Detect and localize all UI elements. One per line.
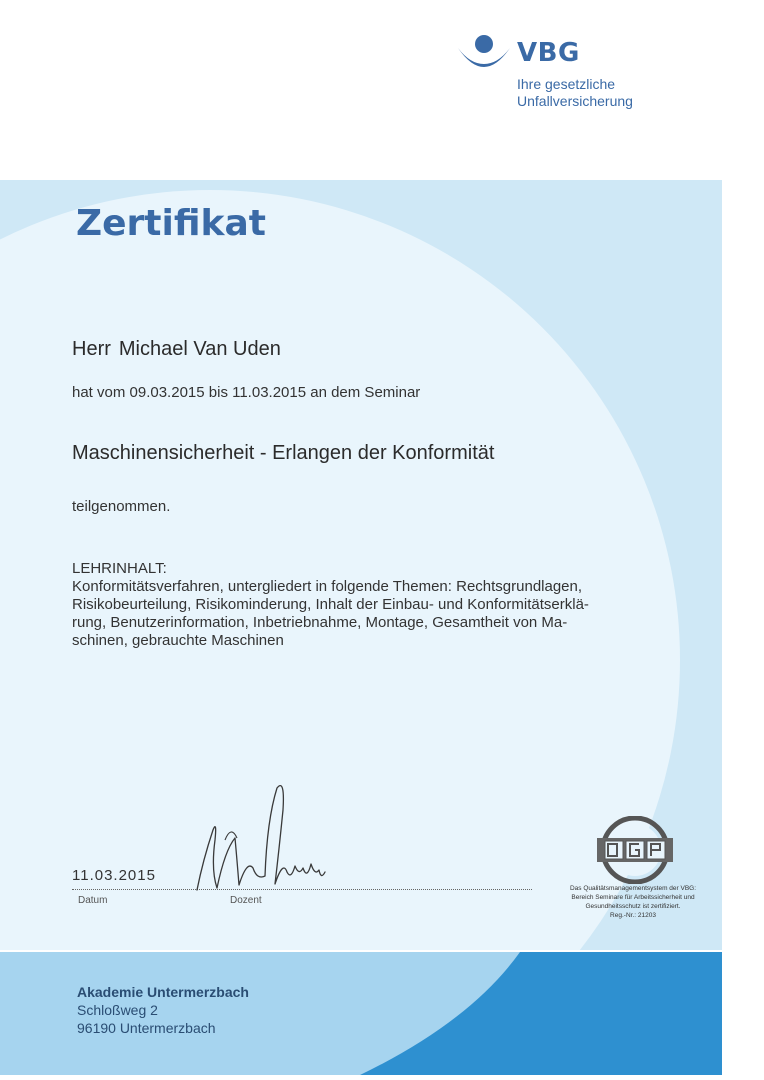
seal-caption-line: Bereich Seminare für Arbeitssicherheit und	[571, 894, 695, 901]
seal-caption-line: Gesundheitsschutz ist zertifiziert.	[585, 903, 681, 910]
seminar-period: hat vom 09.03.2015 bis 11.03.2015 an dem Seminar	[72, 384, 421, 401]
content-line: schinen, gebrauchte Maschinen	[72, 632, 284, 649]
salutation: Herr	[72, 338, 111, 360]
footer-street: Schloßweg 2	[77, 1002, 158, 1018]
logo-tagline	[517, 76, 633, 110]
date-label: Datum	[78, 895, 108, 906]
lecturer-label: Dozent	[230, 895, 262, 906]
footer	[0, 952, 722, 1075]
content-line: rung, Benutzerinformation, Inbetriebnahme, Montage, Gesamtheit von Ma-	[72, 614, 568, 631]
seal-caption	[558, 884, 708, 920]
footer-city: 96190 Untermerzbach	[77, 1020, 216, 1036]
content-line: Konformitätsverfahren, untergliedert in folgende Themen: Rechtsgrundlagen,	[72, 578, 583, 595]
logo-name: VBG	[517, 38, 580, 68]
content-heading: LEHRINHALT:	[72, 560, 167, 577]
participant-name: Michael Van Uden	[118, 338, 281, 360]
vbg-logo-icon	[456, 34, 512, 80]
footer-address	[77, 983, 249, 1037]
content-line: Risikobeurteilung, Risikominderung, Inhalt der Einbau- und Konformitätserklä-	[72, 596, 589, 613]
vbg-logo	[456, 34, 656, 114]
certification-seal-icon	[595, 816, 675, 884]
seminar-title: Maschinensicherheit - Erlangen der Konformität	[72, 442, 495, 464]
handwritten-signature	[195, 780, 335, 895]
participation-text: teilgenommen.	[72, 498, 171, 515]
logo-tagline-line2: Unfallversicherung	[517, 93, 633, 109]
date-value: 11.03.2015	[72, 867, 156, 884]
seal-caption-line: Reg.-Nr.: 21203	[610, 912, 656, 919]
participant-line	[72, 338, 281, 361]
seal-caption-line: Das Qualitätsmanagementsystem der VBG:	[569, 885, 697, 892]
certificate-title: Zertifikat	[76, 203, 266, 244]
content-description	[72, 578, 592, 650]
footer-organization: Akademie Untermerzbach	[77, 984, 249, 1000]
logo-tagline-line1: Ihre gesetzliche	[517, 76, 616, 92]
